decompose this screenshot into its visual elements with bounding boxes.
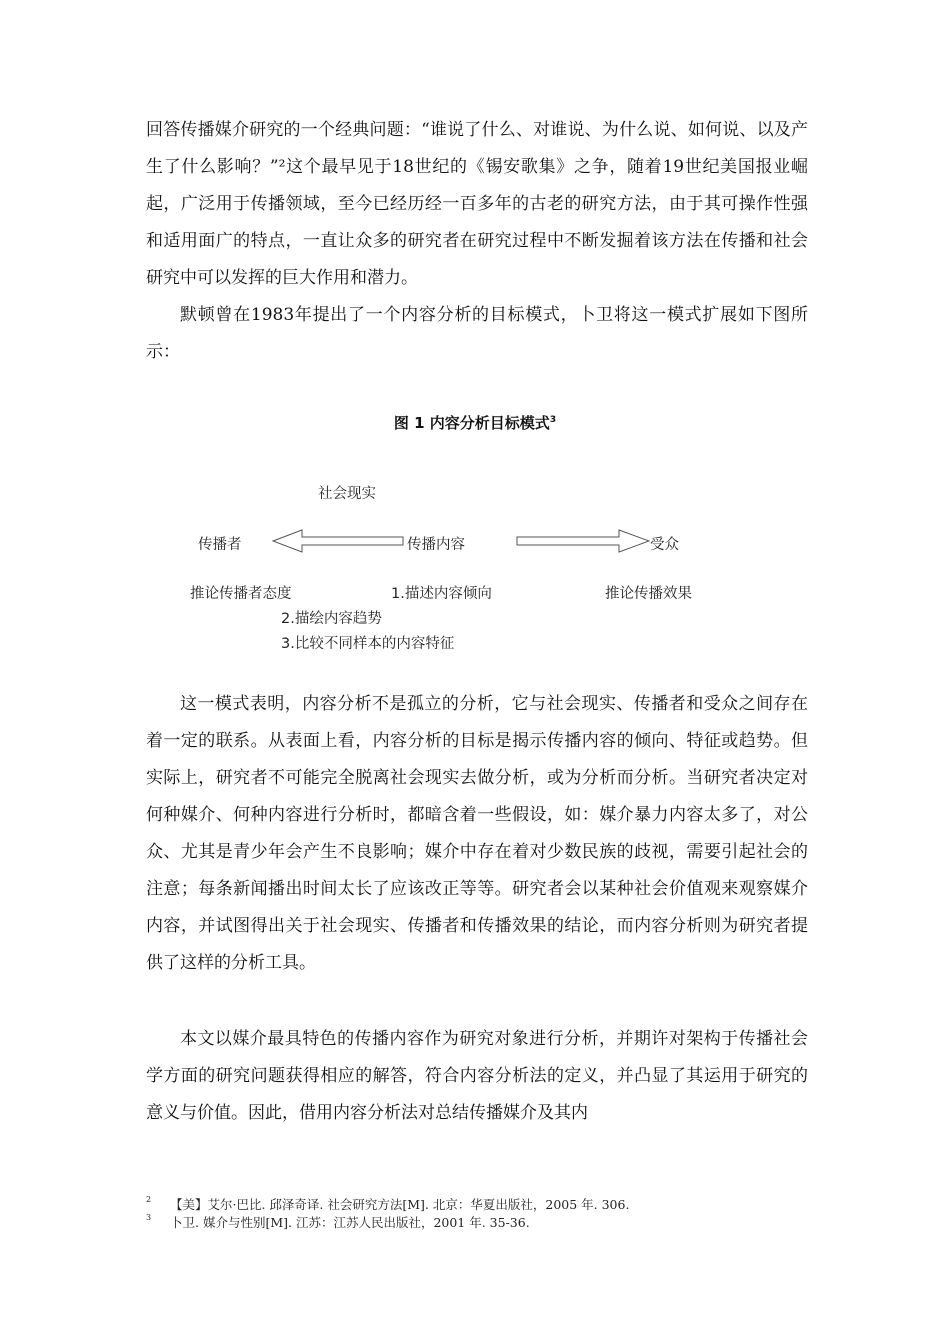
footnote-2 xyxy=(146,1195,629,1213)
body-paragraph-4: 本文以媒介最具特色的传播内容作为研究对象进行分析，并期许对架构于传播社会学方面的研究问题获得相应的解答，符合内容分析法的定义，并凸显了其运用于研究的意义与价值。因此，借用内容分析法对总结传播媒介及其内 xyxy=(146,1029,808,1123)
footnote-3-mark: 3 xyxy=(146,1213,152,1222)
diagram-content: 传播内容 xyxy=(407,537,465,553)
diagram-goal-2: 2.描绘内容趋势 xyxy=(281,611,382,627)
left-arrow-icon xyxy=(272,528,404,554)
footnote-2-text: 【美】艾尔·巴比. 邱泽奇译. 社会研究方法[M]. 北京：华夏出版社，2005 年. 306. xyxy=(170,1197,630,1212)
right-arrow-icon xyxy=(516,528,650,554)
footnote-3 xyxy=(146,1213,530,1231)
footnote-2-mark: 2 xyxy=(146,1195,152,1204)
diagram-infer-effect: 推论传播效果 xyxy=(605,586,692,602)
figure-title-text: 图 1 内容分析目标模式 xyxy=(393,414,550,432)
footnote-3-text: 卜卫. 媒介与性别[M]. 江苏：江苏人民出版社，2001 年. 35-36. xyxy=(170,1215,530,1230)
diagram-goal-3: 3.比较不同样本的内容特征 xyxy=(281,636,455,652)
figure-title-footnote-ref: 3 xyxy=(549,415,557,425)
diagram-social-reality: 社会现实 xyxy=(318,486,376,502)
diagram-audience: 受众 xyxy=(650,537,679,553)
figure-title xyxy=(0,412,950,433)
body-paragraph-2: 默顿曾在1983年提出了一个内容分析的目标模式，卜卫将这一模式扩展如下图所示： xyxy=(146,305,808,362)
diagram-infer-attitude: 推论传播者态度 xyxy=(190,586,292,602)
body-paragraph-1: 回答传播媒介研究的一个经典问题：“谁说了什么、对谁说、为什么说、如何说、以及产生了什么影响？”²这个最早见于18世纪的《锡安歌集》之争，随着19世纪美国报业崛起，广泛用于传播领域，至今已经历经一百多年的古老的研究方法，由于其可操作性强和适用面广的特点，一直让众多的研究者在研究过程中不断发掘着该方法在传播和社会研究中可以发挥的巨大作用和潜力。 xyxy=(146,120,808,288)
diagram-communicator: 传播者 xyxy=(198,537,242,553)
diagram-goal-1: 1.描述内容倾向 xyxy=(391,586,492,602)
body-paragraph-3: 这一模式表明，内容分析不是孤立的分析，它与社会现实、传播者和受众之间存在着一定的联系。从表面上看，内容分析的目标是揭示传播内容的倾向、特征或趋势。但实际上，研究者不可能完全脱离社会现实去做分析，或为分析而分析。当研究者决定对何种媒介、何种内容进行分析时，都暗含着一些假设，如：媒介暴力内容太多了，对公众、尤其是青少年会产生不良影响；媒介中存在着对少数民族的歧视，需要引起社会的注意；每条新闻播出时间太长了应该改正等等。研究者会以某种社会价值观来观察媒介内容，并试图得出关于社会现实、传播者和传播效果的结论，而内容分析则为研究者提供了这样的分析工具。 xyxy=(146,694,808,973)
